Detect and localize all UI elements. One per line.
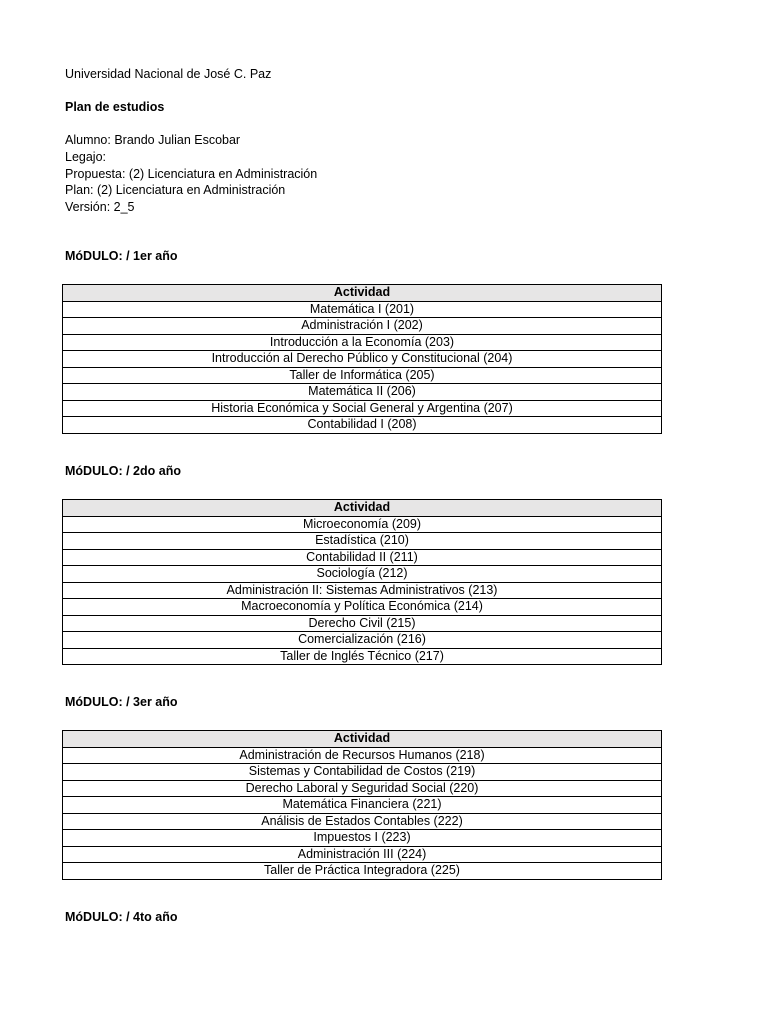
student-legajo: Legajo: [65,150,107,164]
table-header-row [63,285,662,302]
table-row [63,582,662,599]
student-version: Versión: 2_5 [65,200,135,214]
table-row [63,549,662,566]
table-row [63,417,662,434]
table-row [63,400,662,417]
column-header: Actividad [63,285,662,302]
course-cell: Matemática II (206) [63,384,662,401]
table-row [63,863,662,880]
course-cell: Impuestos I (223) [63,830,662,847]
table-row [63,830,662,847]
column-header: Actividad [63,731,662,748]
table-row [63,367,662,384]
table-row [63,747,662,764]
course-cell: Matemática I (201) [63,301,662,318]
table-row [63,318,662,335]
course-cell: Administración III (224) [63,846,662,863]
course-cell: Taller de Informática (205) [63,367,662,384]
table-header-row [63,500,662,517]
table-row [63,797,662,814]
table-row [63,566,662,583]
module-table [62,499,662,665]
student-propuesta: Propuesta: (2) Licenciatura en Administración [65,167,318,181]
course-cell: Derecho Civil (215) [63,615,662,632]
module-title: MóDULO: / 2do año [65,464,181,478]
module-table [62,730,662,880]
student-name: Alumno: Brando Julian Escobar [65,133,241,147]
table-row [63,516,662,533]
module-title: MóDULO: / 3er año [65,695,178,709]
course-cell: Administración de Recursos Humanos (218) [63,747,662,764]
column-header: Actividad [63,500,662,517]
course-cell: Introducción al Derecho Público y Constitucional (204) [63,351,662,368]
course-cell: Derecho Laboral y Seguridad Social (220) [63,780,662,797]
module-title: MóDULO: / 4to año [65,910,178,924]
table-row [63,351,662,368]
table-row [63,599,662,616]
course-cell: Taller de Inglés Técnico (217) [63,648,662,665]
table-header-row [63,731,662,748]
table-row [63,780,662,797]
university-name: Universidad Nacional de José C. Paz [65,67,272,81]
module-title: MóDULO: / 1er año [65,249,178,263]
course-cell: Macroeconomía y Política Económica (214) [63,599,662,616]
course-cell: Comercialización (216) [63,632,662,649]
course-cell: Introducción a la Economía (203) [63,334,662,351]
table-row [63,813,662,830]
table-row [63,533,662,550]
table-row [63,764,662,781]
course-cell: Contabilidad II (211) [63,549,662,566]
course-cell: Administración I (202) [63,318,662,335]
course-cell: Taller de Práctica Integradora (225) [63,863,662,880]
table-row [63,301,662,318]
table-row [63,334,662,351]
course-cell: Análisis de Estados Contables (222) [63,813,662,830]
table-row [63,615,662,632]
document-heading: Plan de estudios [65,100,165,114]
course-cell: Administración II: Sistemas Administrativos (213) [63,582,662,599]
course-cell: Sistemas y Contabilidad de Costos (219) [63,764,662,781]
course-cell: Estadística (210) [63,533,662,550]
table-row [63,632,662,649]
table-row [63,384,662,401]
course-cell: Sociología (212) [63,566,662,583]
course-cell: Contabilidad I (208) [63,417,662,434]
student-plan: Plan: (2) Licenciatura en Administración [65,183,286,197]
course-cell: Matemática Financiera (221) [63,797,662,814]
table-row [63,846,662,863]
module-table [62,284,662,434]
table-row [63,648,662,665]
course-cell: Microeconomía (209) [63,516,662,533]
course-cell: Historia Económica y Social General y Argentina (207) [63,400,662,417]
